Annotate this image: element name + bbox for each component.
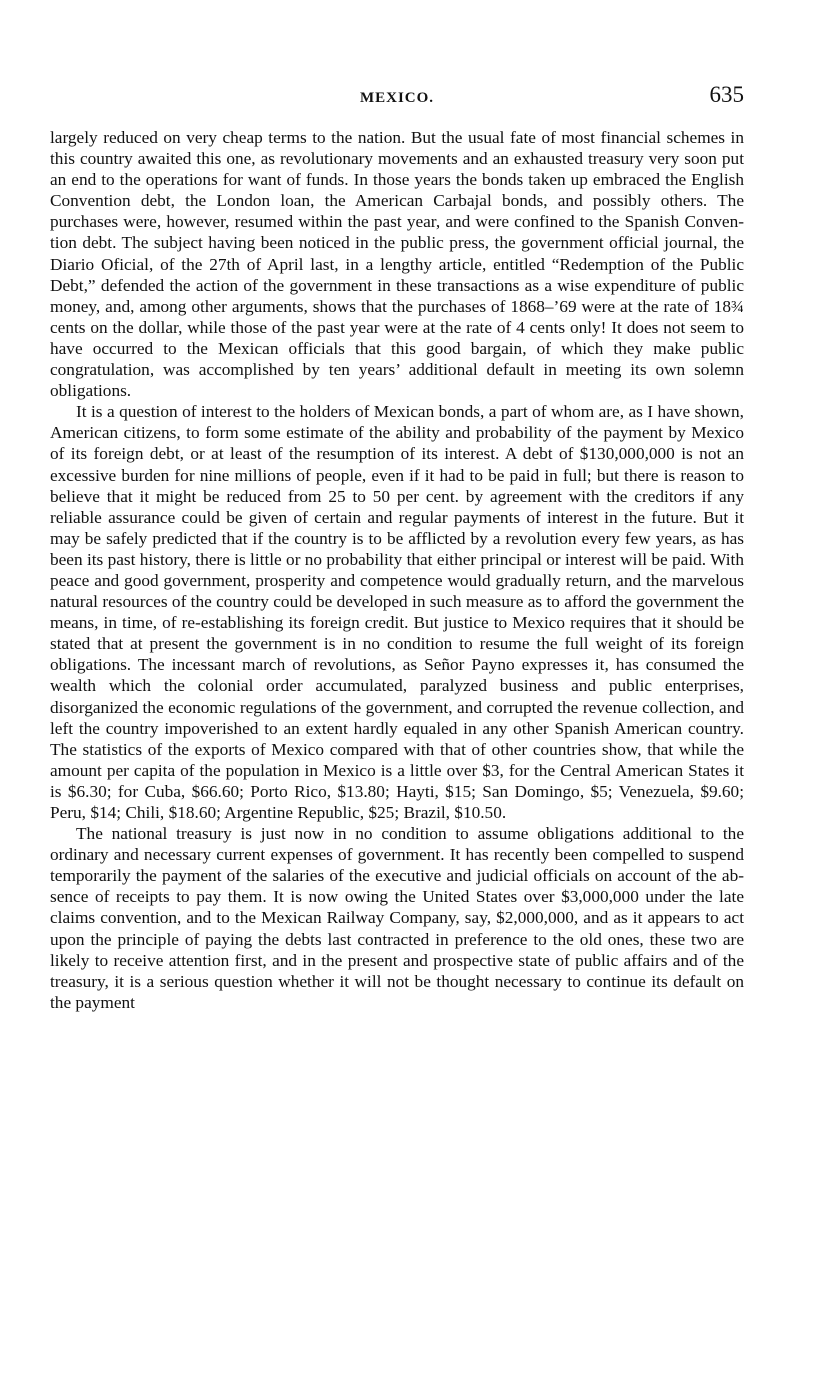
paragraph-national-treasury: The national treasury is just now in no condition to assume obligations additional to the ordinary and necessary current expenses of government. It has recently been compelled to suspend temporarily the payment of the salaries of the executive and judicial officials on account of the absence of receipts to pay them. It is now owing the United States over $3,000,000 under the late claims convention, and to the Mexican Railway Company, say, $2,000,000, and as it appears to act upon the principle of paying the debts last contracted in preference to the old ones, these two are likely to receive attention first, and in the present and prospective state of public affairs and of the treasury, it is a serious question whether it will not be thought necessary to continue its default on the payment bbox=[50, 824, 744, 1012]
page-number: 635 bbox=[709, 82, 744, 107]
body-text bbox=[50, 127, 744, 1013]
running-title: MEXICO. bbox=[359, 90, 435, 106]
paragraph-mexican-bonds: It is a question of interest to the holders of Mexican bonds, a part of whom are, as I have shown, American citizens, to form some estimate of the ability and probability of the payment by Mexico of its foreign debt, or at least of the resumption of its interest. A debt of $130,000,000 is not an excessive burden for nine millions of people, even if it had to be paid in full; but there is reason to believe that it might be reduced from 25 to 50 per cent. by agreement with the creditors if any reliable assurance could be given of certain and regular payments of interest in the future. But it may be safely predicted that if the country is to be afflicted by a revolution every few years, as has been its past history, there is little or no probability that either principal or interest will be paid. With peace and good government, prosperity and competence would gradually return, and the marvelous natural resources of the country could be developed in such measure as to afford the government the means, in time, of re-establishing its foreign credit. But justice to Mexico requires that it should be stated that at present the government is in no condition to resume the full weight of its foreign obligations. The incessant march of revolutions, as Señor Payno expresses it, has consumed the wealth which the colonial order accumulated, paralyzed business and public enterprises, disorganized the economic regulations of the government, and corrupted the revenue collection, and left the country impoverished to an extent hardly equaled in any other Spanish American country. The statistics of the exports of Mexico compared with that of other countries show, that while the amount per capita of the population in Mexico is a little over $3, for the Central American States it is $6.30; for Cuba, $66.60; Porto Rico, $13.80; Hayti, $15; San Domingo, $5; Venezuela, $9.60; Peru, $14; Chili, $18.60; Argentine Republic, $25; Brazil, $10.50. bbox=[50, 402, 744, 822]
paragraph-continued: largely reduced on very cheap terms to the nation. But the usual fate of most financial schemes in this country awaited this one, as revolutionary movements and an exhausted treasury very soon put an end to the operations for want of funds. In those years the bonds taken up embraced the English Convention debt, the London loan, the American Carbajal bonds, and possibly others. The purchases were, however, resumed within the past year, and were confined to the Spanish Convention debt. The subject having been noticed in the public press, the government official journal, the Diario Oficial, of the 27th of April last, in a lengthy article, entitled “Redemption of the Public Debt,” defended the action of the government in these transactions as a wise expenditure of public money, and, among other arguments, shows that the purchases of 1868–’69 were at the rate of 18¾ cents on the dollar, while those of the past year were at the rate of 4 cents only! It does not seem to have occurred to the Mexican officials that this good bargain, of which they make public congratulation, was accomplished by ten years’ additional default in meeting its own solemn obligations. bbox=[50, 128, 744, 401]
running-head bbox=[50, 82, 744, 112]
